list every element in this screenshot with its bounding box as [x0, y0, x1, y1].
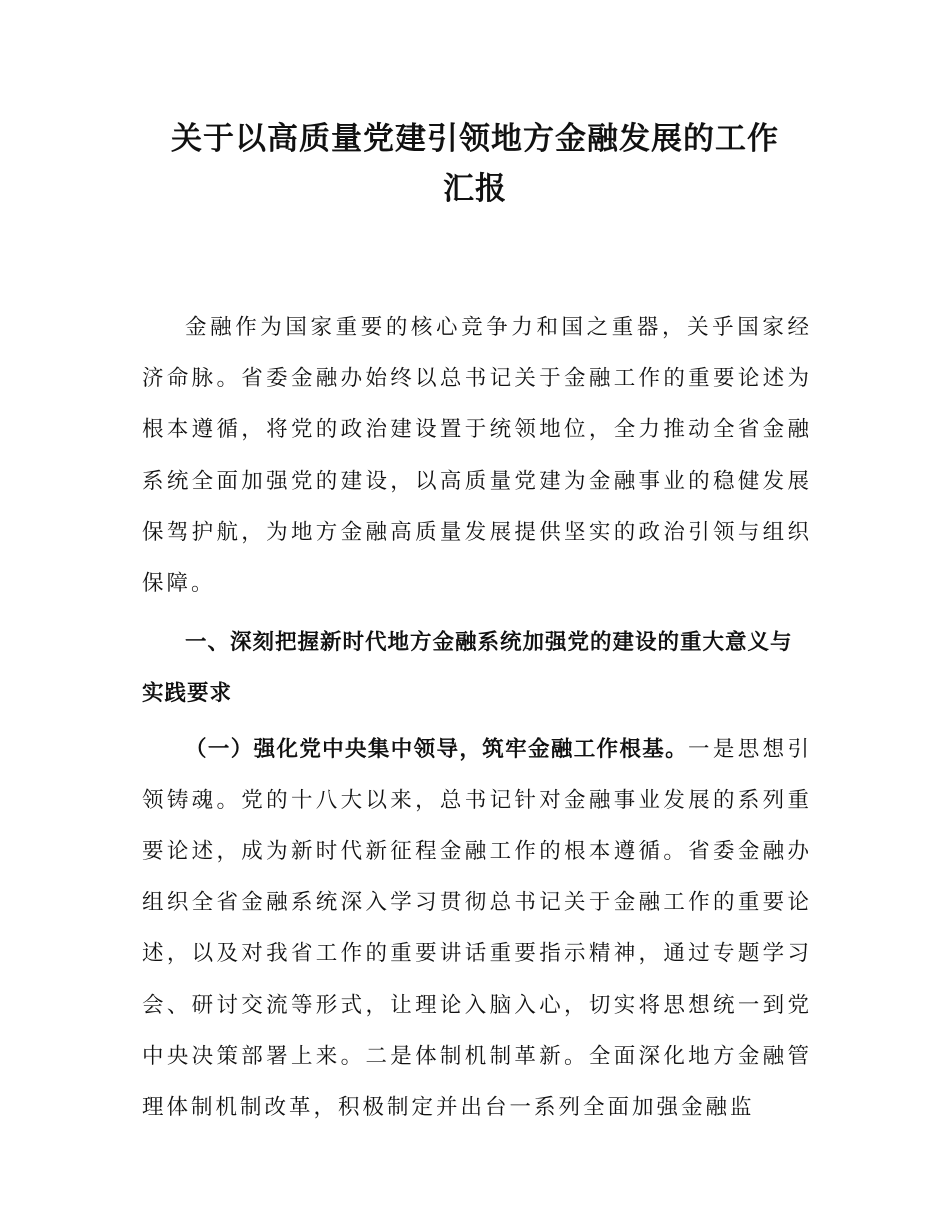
- subsection-paragraph: [142, 724, 812, 1134]
- document-body: [142, 302, 812, 1133]
- title-line-2: 汇报: [443, 171, 507, 207]
- subsection-body: 一是思想引领铸魂。党的十八大以来，总书记针对金融事业发展的系列重要论述，成为新时代新征程金融工作的根本遵循。省委金融办组织全省金融系统深入学习贯彻总书记关于金融工作的重要论述，以及对我省工作的重要讲话重要指示精神，通过专题学习会、研讨交流等形式，让理论入脑入心，切实将思想统一到党中央决策部署上来。二是体制机制革新。全面深化地方金融管理体制机制改革，积极制定并出台一系列全面加强金融监: [142, 736, 812, 1121]
- subsection-lead: （一）强化党中央集中领导，筑牢金融工作根基。: [185, 736, 689, 762]
- section-heading: 一、深刻把握新时代地方金融系统加强党的建设的重大意义与实践要求: [142, 630, 793, 707]
- title-line-1: 关于以高质量党建引领地方金融发展的工作: [171, 121, 779, 157]
- document-title: [142, 114, 808, 214]
- intro-paragraph: 金融作为国家重要的核心竞争力和国之重器，关乎国家经济命脉。省委金融办始终以总书记关于金融工作的重要论述为根本遵循，将党的政治建设置于统领地位，全力推动全省金融系统全面加强党的建设，以高质量党建为金融事业的稳健发展保驾护航，为地方金融高质量发展提供坚实的政治引领与组织保障。: [142, 315, 812, 597]
